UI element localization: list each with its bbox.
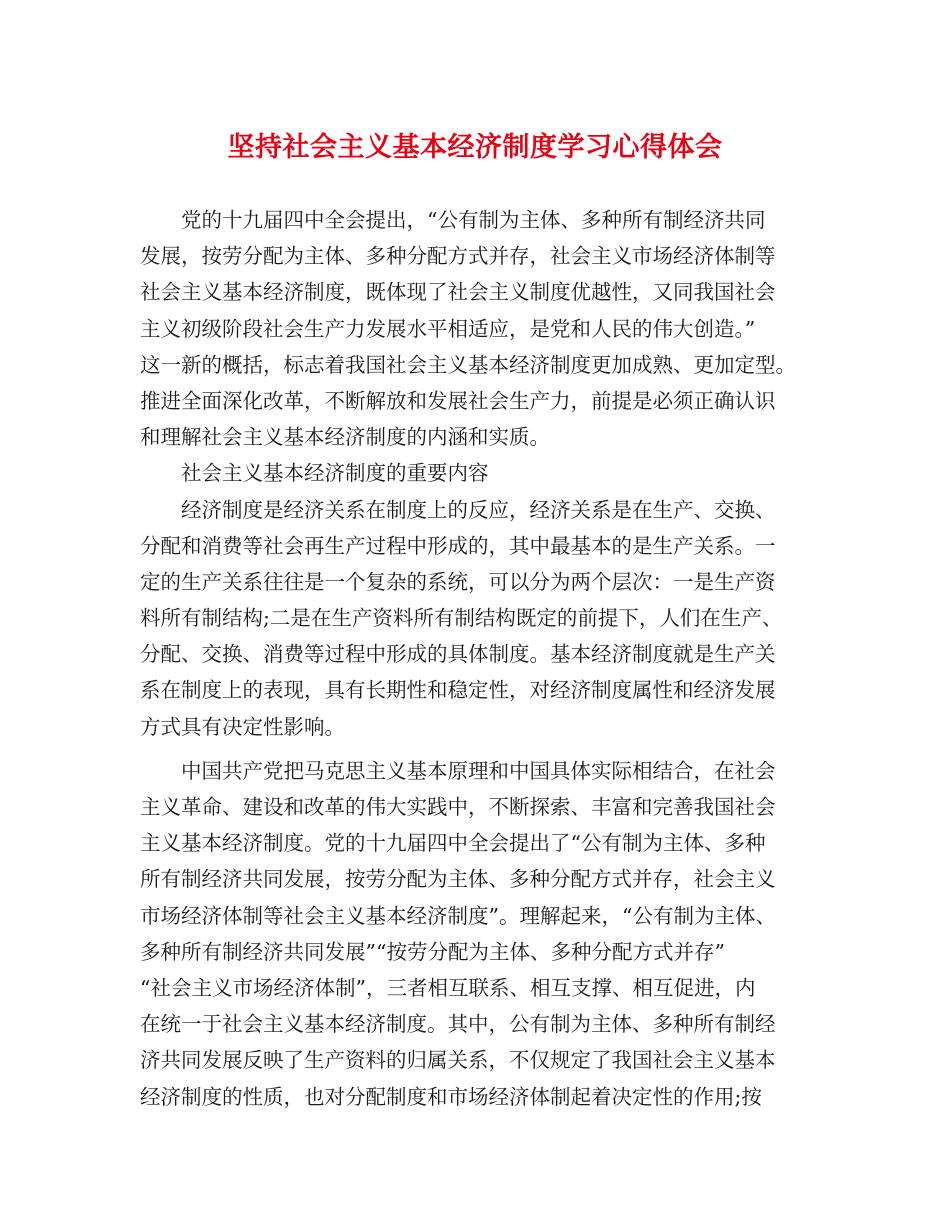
text-line: 党的十九届四中全会提出，“公有制为主体、多种所有制经济共同 bbox=[181, 208, 766, 232]
text-line: 经济制度的性质，也对分配制度和市场经济体制起着决定性的作用;按 bbox=[140, 1084, 762, 1109]
text-line: 多种所有制经济共同发展”“按劳分配为主体、多种分配方式并存” bbox=[140, 939, 725, 964]
paragraph-gap bbox=[140, 745, 830, 753]
text-line: 分配、交换、消费等过程中形成的具体制度。基本经济制度就是生产关 bbox=[140, 642, 776, 667]
text-line: 在统一于社会主义基本经济制度。其中，公有制为主体、多种所有制经 bbox=[140, 1012, 776, 1037]
text-line: 分配和消费等社会再生产过程中形成的，其中最基本的是生产关系。一 bbox=[140, 533, 776, 558]
text-line: “社会主义市场经济体制”，三者相互联系、相互支撑、相互促进，内 bbox=[140, 975, 756, 1000]
text-line: 系在制度上的表现，具有长期性和稳定性，对经济制度属性和经济发展 bbox=[140, 678, 776, 703]
section-heading: 社会主义基本经济制度的重要内容 bbox=[181, 461, 489, 486]
text-line: 发展，按劳分配为主体、多种分配方式并存，社会主义市场经济体制等 bbox=[140, 244, 776, 269]
document-title: 坚持社会主义基本经济制度学习心得体会 bbox=[227, 132, 723, 163]
text-line: 定的生产关系往往是一个复杂的系统，可以分为两个层次：一是生产资 bbox=[140, 569, 776, 594]
text-line: 推进全面深化改革，不断解放和发展社会生产力，前提是必须正确认识 bbox=[140, 388, 776, 413]
text-line: 市场经济体制等社会主义基本经济制度”。理解起来，“公有制为主体、 bbox=[140, 903, 776, 928]
text-line: 方式具有决定性影响。 bbox=[140, 714, 345, 739]
text-line: 料所有制结构;二是在生产资料所有制结构既定的前提下，人们在生产、 bbox=[140, 606, 783, 631]
text-line: 中国共产党把马克思主义基本原理和中国具体实际相结合，在社会 bbox=[181, 758, 776, 783]
text-line: 经济制度是经济关系在制度上的反应，经济关系是在生产、交换、 bbox=[181, 497, 776, 522]
text-line: 济共同发展反映了生产资料的归属关系，不仅规定了我国社会主义基本 bbox=[140, 1048, 776, 1073]
text-line: 所有制经济共同发展，按劳分配为主体、多种分配方式并存，社会主义 bbox=[140, 867, 776, 892]
text-line: 和理解社会主义基本经济制度的内涵和实质。 bbox=[140, 425, 550, 450]
text-line: 这一新的概括，标志着我国社会主义基本经济制度更加成熟、更加定型。 bbox=[140, 352, 796, 377]
text-line: 主义革命、建设和改革的伟大实践中，不断探索、丰富和完善我国社会 bbox=[140, 795, 776, 819]
document-body bbox=[140, 202, 830, 1115]
text-line: 社会主义基本经济制度，既体现了社会主义制度优越性，又同我国社会 bbox=[140, 280, 776, 305]
text-line: 主义基本经济制度。党的十九届四中全会提出了“公有制为主体、多种 bbox=[140, 831, 766, 856]
text-line: 主义初级阶段社会生产力发展水平相适应，是党和人民的伟大创造。” bbox=[140, 316, 756, 341]
